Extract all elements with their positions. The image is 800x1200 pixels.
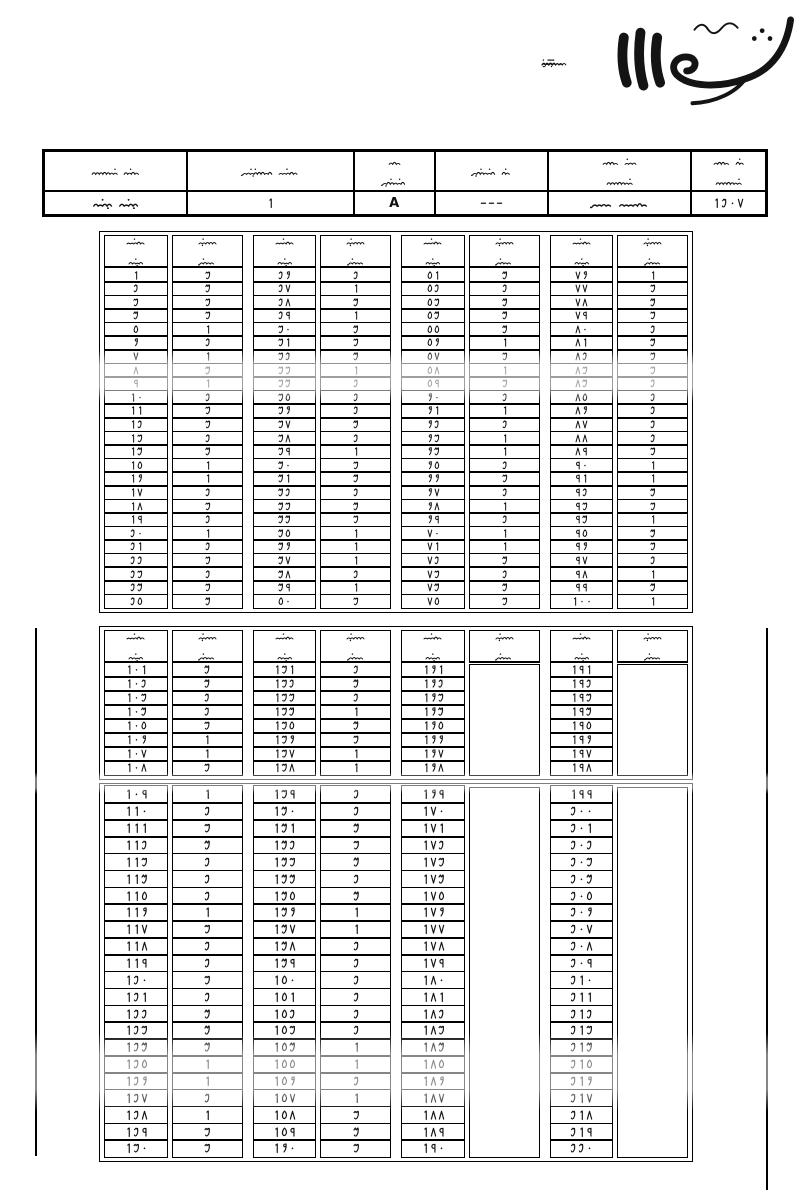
correct-option-cell [172,802,243,820]
label-line [387,152,402,171]
label-line [90,162,141,181]
question-number-cell [401,920,465,938]
answer-row [253,595,392,609]
question-number-cell [104,853,168,871]
correct-option-cell [320,1123,391,1141]
header-line [644,647,662,666]
header-line [197,627,218,646]
question-number-cell [104,802,168,820]
correct-option-header [617,630,688,663]
question-number-cell [104,836,168,854]
question-number-cell [550,1139,614,1157]
exam-info-label-answersheet-number [188,152,353,192]
label-line [605,172,634,191]
exam-info-col-booklet-code [436,152,549,214]
question-number-cell [401,870,465,888]
empty-answer-column [617,664,688,776]
empty-answer-column [469,664,540,776]
answer-row [104,762,243,776]
exam-info-col-exam-group [45,152,188,214]
value-text: A [389,195,400,211]
correct-option-cell [172,1005,243,1023]
correct-option-cell [320,819,391,837]
label-line [381,172,407,191]
correct-option-cell [320,1005,391,1023]
sheen-dots [752,28,772,41]
question-number-cell [401,1072,465,1090]
question-number-cell [104,954,168,972]
question-number-cell [401,971,465,989]
exam-info-col-exam-field-code [692,152,765,214]
header-line [274,232,295,251]
answer-pair-q131-138 [253,630,392,776]
question-number-cell [550,1038,614,1056]
question-number-cell [104,971,168,989]
answer-pair-q169-190 [401,787,540,1158]
correct-option-cell [172,971,243,989]
question-number-cell [401,1139,465,1157]
correct-option-cell [172,1089,243,1107]
correct-option-cell [320,1072,391,1090]
answer-pair-q26-50 [253,235,392,609]
pair-header [401,235,540,268]
question-number-cell [253,1139,317,1157]
correct-option-cell [469,594,540,609]
header-line [571,627,592,646]
question-number-cell [550,1123,614,1141]
pair-header [104,235,243,268]
question-number-cell [401,1123,465,1141]
question-number-cell [104,920,168,938]
question-number-cell [401,819,465,837]
empty-answer-column [617,787,688,1158]
pair-header [253,630,392,663]
correct-option-cell [172,1139,243,1157]
correct-option-header [320,235,391,268]
exam-info-value-booklet-code [436,192,547,214]
correct-option-cell [320,836,391,854]
exam-info-value-answersheet-number [188,192,353,214]
question-number-cell [401,1038,465,1056]
question-number-cell [104,903,168,921]
question-number-cell [401,937,465,955]
correct-option-cell [320,1139,391,1157]
answer-row [253,1141,392,1158]
question-number-cell [104,760,168,776]
pair-header [550,630,689,663]
correct-option-cell [320,853,391,871]
question-number-cell [253,594,317,609]
question-number-cell [550,1055,614,1073]
question-number-cell [253,760,317,776]
question-number-cell [104,1123,168,1141]
exam-info-value-exam-group [45,192,186,214]
correct-option-cell [320,1089,391,1107]
answer-table-q101-220-lower [99,783,693,1162]
answer-pair-q191-198 [550,630,689,776]
correct-option-header [469,630,540,663]
correct-option-cell [172,870,243,888]
question-number-cell [104,1139,168,1157]
header-line [422,627,443,646]
question-number-cell [401,836,465,854]
question-number-cell [253,988,317,1006]
question-number-cell [104,937,168,955]
question-number-cell [253,853,317,871]
question-number-cell [401,1021,465,1039]
question-number-cell [253,903,317,921]
left-frame-line [35,628,37,1156]
exam-info-label-exam-field-name [549,152,690,192]
correct-option-cell [320,988,391,1006]
question-number-cell [550,1089,614,1107]
header-line [197,232,218,251]
question-number-cell [401,954,465,972]
correct-option-cell [172,1021,243,1039]
correct-option-cell [172,853,243,871]
correct-option-cell [172,920,243,938]
correct-option-cell [320,971,391,989]
header-line [125,627,146,646]
exam-info-col-booklet-type [355,152,436,214]
question-number-header [401,630,465,663]
correct-option-cell [172,1055,243,1073]
answer-row [550,595,689,609]
question-number-cell [104,1055,168,1073]
question-number-cell [104,819,168,837]
exam-info-value-booklet-type [355,192,434,214]
header-line [494,627,515,646]
question-number-cell [104,1089,168,1107]
question-number-cell [550,785,614,803]
question-number-cell [253,954,317,972]
question-number-cell [104,870,168,888]
question-number-cell [401,785,465,803]
question-number-cell [104,594,168,609]
question-number-cell [550,870,614,888]
question-number-cell [104,1106,168,1124]
correct-option-cell [320,870,391,888]
question-number-cell [253,1072,317,1090]
question-number-cell [550,853,614,871]
question-number-cell [550,819,614,837]
header-line [495,647,513,666]
question-number-cell [401,1089,465,1107]
logo-mark-bars [622,33,660,86]
correct-option-cell [320,920,391,938]
correct-option-cell [320,1055,391,1073]
correct-option-cell [172,887,243,905]
question-number-cell [104,1021,168,1039]
answer-pair-q109-130 [104,787,243,1158]
header-line [125,232,146,251]
exam-info-table [42,149,768,217]
question-number-cell [104,988,168,1006]
correct-option-cell [172,836,243,854]
question-number-cell [253,836,317,854]
answer-table-q101-220-upper [99,626,693,780]
exam-info-value-exam-field-name [549,192,690,214]
exam-info-value-exam-field-code [692,192,765,214]
question-number-cell [550,903,614,921]
question-number-cell [253,971,317,989]
correct-option-cell [320,1106,391,1124]
logo-calligraphy [538,14,796,117]
exam-info-label-booklet-code [436,152,547,192]
pair-header [104,630,243,663]
answer-row [401,595,540,609]
question-number-cell [401,853,465,871]
question-number-cell [253,1055,317,1073]
answer-pair-q139-160 [253,787,392,1158]
question-number-cell [401,988,465,1006]
correct-option-cell [320,1038,391,1056]
question-number-header [253,630,317,663]
question-number-cell [550,971,614,989]
question-number-cell [253,920,317,938]
header-line [345,627,366,646]
answer-pair-q161-168 [401,630,540,776]
question-number-cell [253,1021,317,1039]
answer-pair-q51-75 [401,235,540,609]
question-number-cell [253,785,317,803]
pair-header [401,630,540,663]
correct-option-cell [172,1038,243,1056]
question-number-cell [550,760,614,776]
correct-option-cell [617,594,688,609]
question-number-cell [550,594,614,609]
question-number-cell [401,887,465,905]
label-line [471,162,511,181]
header-line [422,232,443,251]
question-number-header [550,235,614,268]
correct-option-cell [172,785,243,803]
question-number-cell [550,1021,614,1039]
question-number-cell [253,1005,317,1023]
answer-pair-q1-25 [104,235,243,609]
label-line [712,152,745,171]
question-number-cell [253,819,317,837]
question-number-cell [401,1106,465,1124]
correct-option-cell [172,937,243,955]
correct-option-cell [172,988,243,1006]
question-number-cell [401,802,465,820]
question-number-header [104,235,168,268]
question-number-cell [253,1089,317,1107]
question-number-cell [550,836,614,854]
correct-option-header [172,630,243,663]
question-number-cell [253,1106,317,1124]
header-line [642,627,663,646]
correct-option-cell [320,785,391,803]
correct-option-cell [320,937,391,955]
header-line [274,627,295,646]
question-number-header [104,630,168,663]
question-number-cell [104,1072,168,1090]
question-number-cell [550,988,614,1006]
correct-option-header [617,235,688,268]
empty-answer-column [469,787,540,1158]
exam-info-col-answersheet-number [188,152,355,214]
exam-info-label-exam-group [45,152,186,192]
question-number-cell [401,760,465,776]
label-line [601,152,638,171]
correct-option-header [172,235,243,268]
question-number-cell [104,1005,168,1023]
right-frame-line [766,628,768,1190]
question-number-header [253,235,317,268]
question-number-cell [550,954,614,972]
question-number-cell [253,1038,317,1056]
question-number-cell [253,802,317,820]
correct-option-cell [320,594,391,609]
pair-header [253,235,392,268]
answer-pair-q101-108 [104,630,243,776]
question-number-cell [550,937,614,955]
question-number-cell [253,887,317,905]
question-number-cell [550,1072,614,1090]
correct-option-cell [172,819,243,837]
answer-row [253,762,392,776]
exam-info-label-booklet-type [355,152,434,192]
correct-option-cell [172,594,243,609]
correct-option-header [320,630,391,663]
correct-option-cell [320,903,391,921]
label-line [714,172,743,191]
question-number-cell [253,1123,317,1141]
question-number-cell [401,903,465,921]
correct-option-cell [172,954,243,972]
question-number-cell [550,1106,614,1124]
correct-option-cell [172,1072,243,1090]
correct-option-cell [172,1123,243,1141]
correct-option-cell [320,887,391,905]
header-line [571,232,592,251]
question-number-cell [401,1005,465,1023]
header-line [642,232,663,251]
pair-header [550,235,689,268]
sanjesh3-logo [538,14,796,118]
correct-option-cell [320,802,391,820]
question-number-cell [253,870,317,888]
question-number-cell [104,887,168,905]
question-number-cell [253,937,317,955]
correct-option-cell [172,760,243,776]
question-number-header [401,235,465,268]
correct-option-cell [320,760,391,776]
question-number-cell [401,594,465,609]
question-number-cell [550,887,614,905]
question-number-cell [104,1038,168,1056]
correct-option-cell [172,903,243,921]
correct-option-cell [320,954,391,972]
answer-table-q1-100 [99,231,693,613]
answer-pair-q76-100 [550,235,689,609]
correct-option-cell [320,1021,391,1039]
question-number-header [550,630,614,663]
question-number-cell [550,920,614,938]
exam-info-col-exam-field-name [549,152,692,214]
correct-option-header [469,235,540,268]
answer-pair-q199-220 [550,787,689,1158]
header-line [494,232,515,251]
exam-info-label-exam-field-code [692,152,765,192]
correct-option-cell [172,1106,243,1124]
answer-row [104,1141,243,1158]
question-number-cell [104,785,168,803]
question-number-cell [401,1055,465,1073]
answer-row [104,595,243,609]
question-number-cell [550,802,614,820]
label-line [241,162,299,181]
question-number-cell [550,1005,614,1023]
header-line [345,232,366,251]
